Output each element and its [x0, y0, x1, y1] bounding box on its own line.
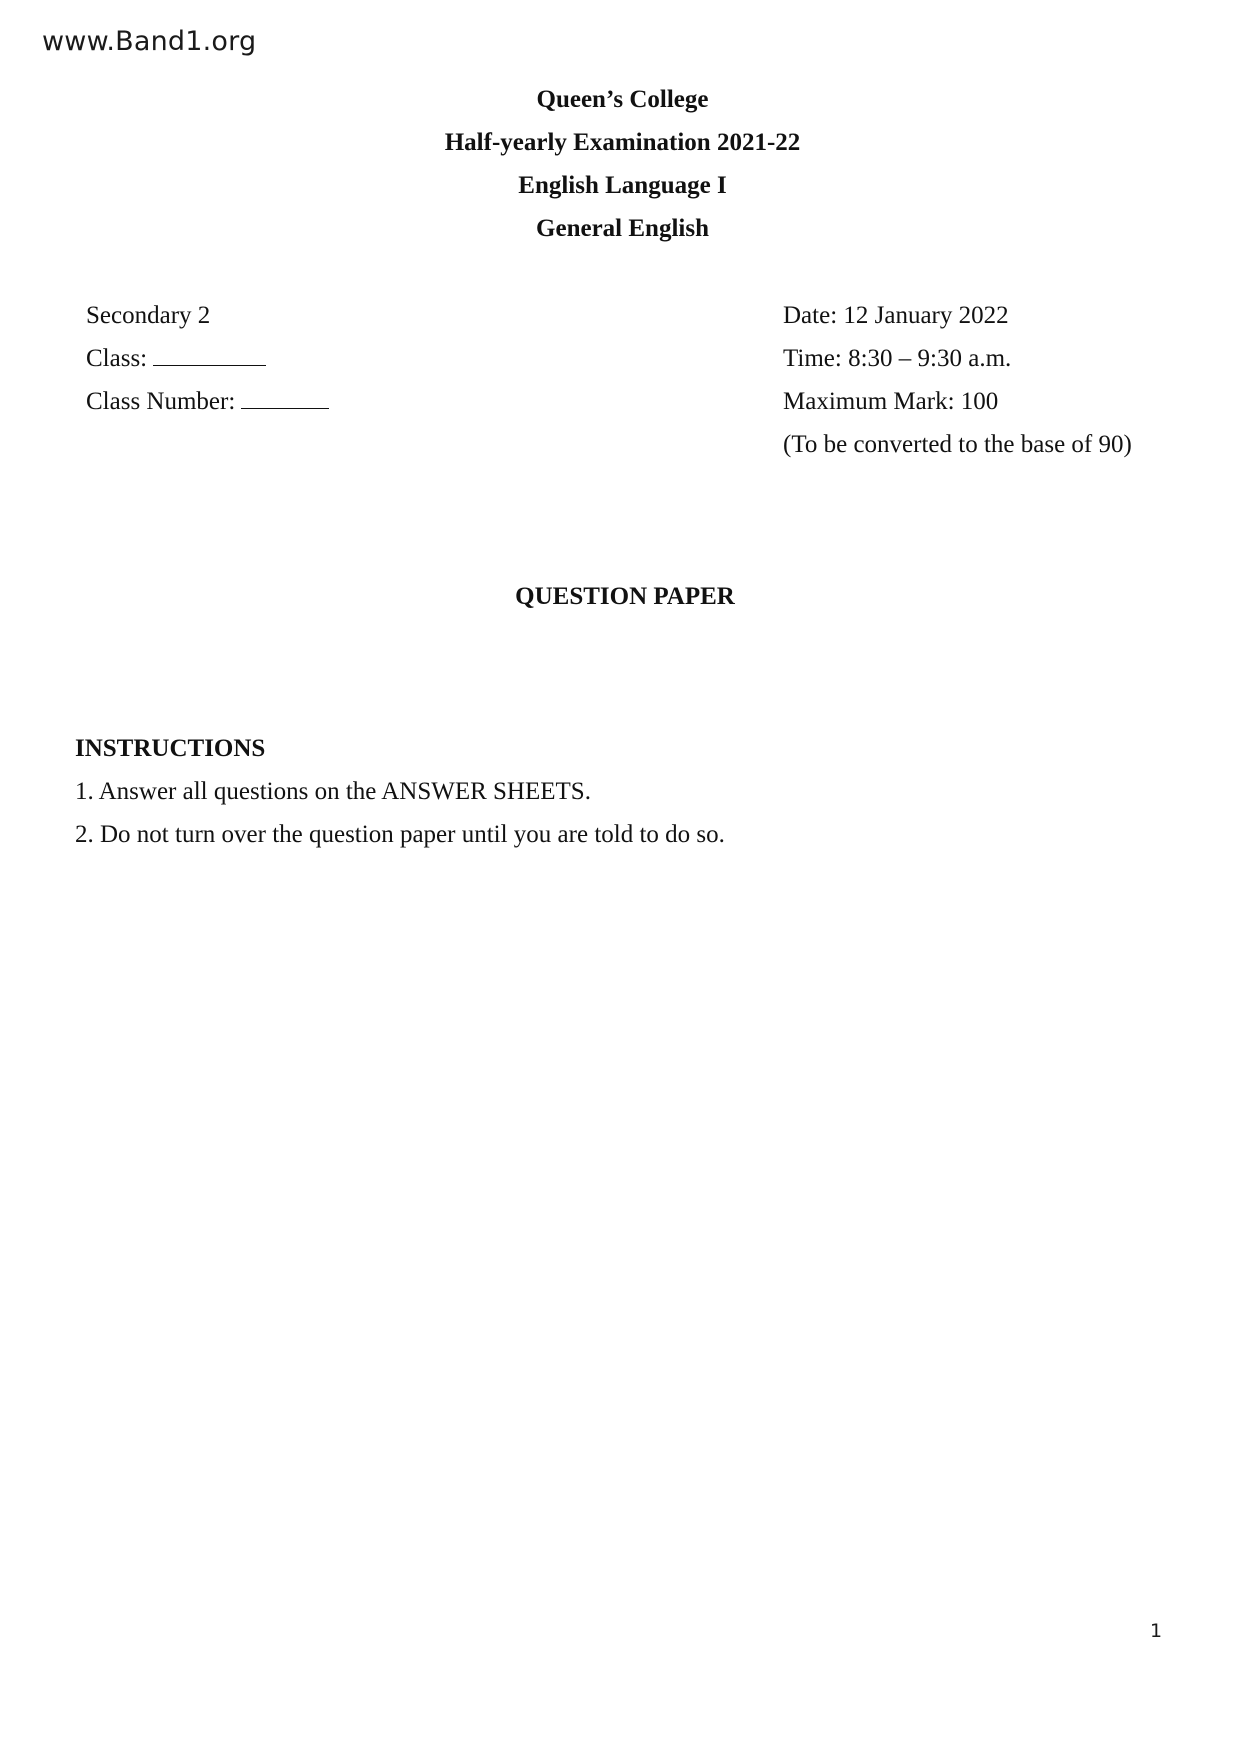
instruction-item: 2. Do not turn over the question paper until you are told to do so.	[75, 821, 725, 848]
class-blank-line	[153, 343, 266, 366]
instructions-heading: INSTRUCTIONS	[75, 735, 266, 762]
watermark-text: www.Band1.org	[42, 26, 257, 57]
instructions-section	[75, 727, 725, 856]
exam-name: Half-yearly Examination 2021-22	[444, 129, 801, 156]
exam-header	[0, 78, 1240, 250]
class-number-label: Class Number:	[86, 388, 236, 415]
page-number: 1	[1150, 1620, 1163, 1642]
time-text: Time: 8:30 – 9:30 a.m.	[783, 345, 1012, 372]
max-mark-text: Maximum Mark: 100	[783, 388, 999, 415]
class-field	[86, 337, 329, 380]
level-text: Secondary 2	[86, 302, 211, 329]
student-info	[86, 294, 329, 423]
instruction-item: 1. Answer all questions on the ANSWER SHEETS.	[75, 778, 591, 805]
exam-info	[783, 294, 1132, 466]
subject-name: English Language I	[518, 172, 727, 199]
school-name: Queen’s College	[536, 86, 709, 113]
class-number-blank-line	[241, 386, 329, 409]
class-number-field	[86, 380, 329, 423]
date-text: Date: 12 January 2022	[783, 302, 1009, 329]
class-label: Class:	[86, 345, 148, 372]
paper-name: General English	[536, 215, 709, 242]
paper-title: QUESTION PAPER	[515, 583, 735, 610]
conversion-text: (To be converted to the base of 90)	[783, 431, 1132, 458]
